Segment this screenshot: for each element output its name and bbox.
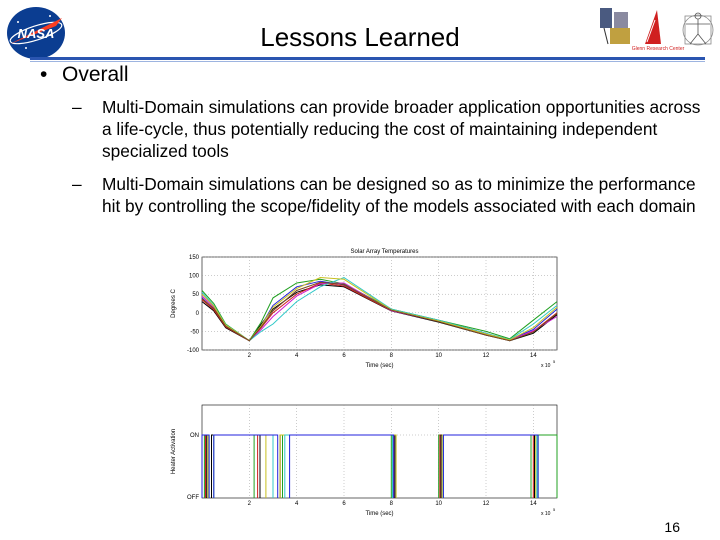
slide-number: 16 xyxy=(664,519,680,535)
x-tick-label: 6 xyxy=(342,353,346,359)
sub-bullet-text: Multi-Domain simulations can provide broader application opportunities across a life-cycle, thus potentially reducing the cost of maintaining independent specialized tools xyxy=(102,97,701,161)
svg-text:NASA: NASA xyxy=(17,26,55,41)
y-axis-label: Heater Activation xyxy=(171,428,177,475)
y-tick-label: OFF xyxy=(187,495,199,501)
x-tick-label: 8 xyxy=(389,501,394,507)
x-multiplier-label: x 10 xyxy=(541,363,551,369)
y-tick-label: 150 xyxy=(188,255,199,261)
x-tick-label: 4 xyxy=(294,353,299,359)
x-multiplier-label: x 10 xyxy=(541,511,551,517)
sub-bullet-text: Multi-Domain simulations can be designed so as to minimize the performance hit by controlling the scope/fidelity of the models associated with each domain xyxy=(102,174,696,216)
x-tick-label: 14 xyxy=(529,501,537,507)
y-tick-label: -100 xyxy=(186,348,199,354)
x-axis-label: Time (sec) xyxy=(365,363,394,369)
bullet-overall xyxy=(40,63,129,87)
x-tick-label: 12 xyxy=(482,353,490,359)
bullet-text: Overall xyxy=(62,63,129,86)
glenn-research-center-logo xyxy=(631,6,685,52)
solar-array-temperature-chart xyxy=(165,244,565,374)
x-tick-label: 8 xyxy=(389,353,394,359)
x-tick-label: 10 xyxy=(435,501,443,507)
sub-bullet-marker: – xyxy=(72,174,82,194)
heater-activation-chart xyxy=(165,400,565,522)
x-multiplier-exponent: 5 xyxy=(553,507,556,512)
y-tick-label: 50 xyxy=(192,292,199,299)
y-tick-label: 100 xyxy=(188,273,199,280)
bullet-marker: • xyxy=(40,63,48,86)
sub-bullet-marker: – xyxy=(72,97,82,117)
x-axis-label: Time (sec) xyxy=(365,511,394,517)
x-multiplier-exponent: 5 xyxy=(553,359,556,364)
svg-text:Glenn Research Center: Glenn Research Center xyxy=(631,46,685,52)
title-divider-shadow xyxy=(30,61,705,62)
title-divider xyxy=(30,57,705,60)
x-tick-label: 4 xyxy=(294,501,299,507)
y-axis-label: Degrees C xyxy=(171,289,177,318)
y-tick-label: -50 xyxy=(190,329,199,336)
y-tick-label: 0 xyxy=(195,310,199,317)
x-tick-label: 12 xyxy=(482,501,490,507)
slide-title: Lessons Learned xyxy=(260,22,460,52)
chart-title: Solar Array Temperatures xyxy=(350,249,419,255)
satellite-logo xyxy=(596,4,640,52)
x-tick-label: 2 xyxy=(247,353,252,359)
x-tick-label: 2 xyxy=(247,501,252,507)
nasa-logo xyxy=(4,4,68,62)
plot-area xyxy=(202,405,557,498)
x-tick-label: 6 xyxy=(342,501,346,507)
x-tick-label: 10 xyxy=(435,353,443,359)
x-tick-label: 14 xyxy=(529,353,537,359)
vitruvian-figure-logo xyxy=(680,4,716,54)
y-tick-label: ON xyxy=(190,433,199,439)
